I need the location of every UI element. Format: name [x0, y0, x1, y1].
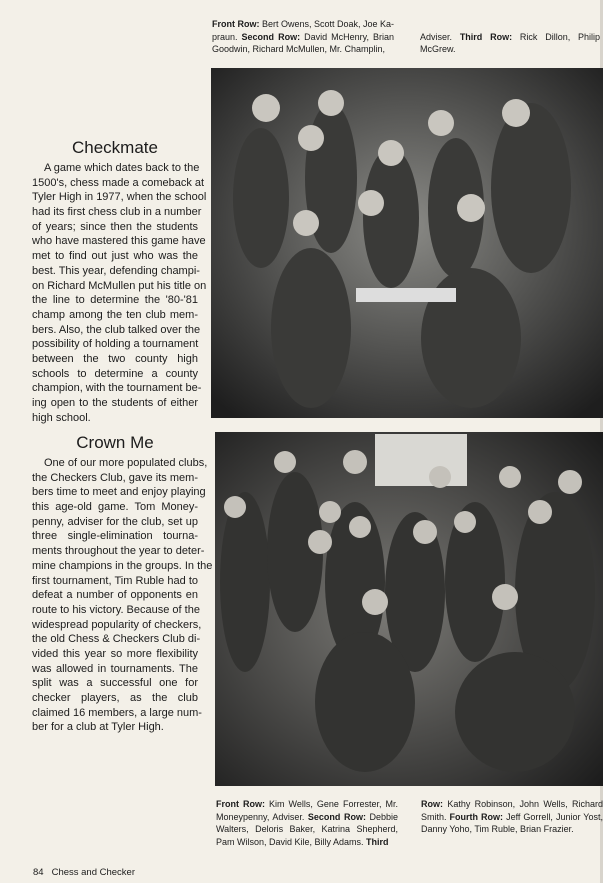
body-line: mine champions in the groups. In the: [32, 559, 213, 572]
caption-row-label: Second Row:: [241, 31, 301, 42]
body-line: the line to determine the '80-'81: [32, 294, 198, 307]
caption-names: Kathy Robinson, John Wells, Richard: [443, 799, 603, 809]
checkmate-article: [32, 138, 207, 425]
bottom-photo-caption-col1: [216, 798, 398, 848]
body-line: split was a successful one for: [32, 677, 198, 690]
body-line: high school.: [32, 411, 91, 424]
caption-row-label: Front Row:: [212, 19, 260, 29]
body-line: penny, adviser for the club, set up: [32, 515, 198, 528]
caption-row-label: Second Row:: [307, 811, 366, 822]
caption-line: [421, 823, 603, 836]
crown-me-body: [32, 456, 213, 735]
caption-names: Jeff Gorrell, Junior Yost,: [503, 811, 603, 822]
caption-line: [212, 18, 394, 31]
top-photo-caption-col1: [212, 18, 394, 56]
caption-row-label: Fourth Row:: [449, 811, 504, 822]
caption-names: Pam Wilson, David Kile, Billy Adams.: [216, 836, 367, 847]
body-line: this age-old game. Tom Money-: [32, 501, 198, 514]
caption-line: [212, 31, 394, 44]
body-line: on Richard McMullen put his title on: [32, 279, 207, 292]
body-line: best. This year, defending champi-: [32, 264, 200, 277]
body-line: ments throughout the year to deter-: [32, 545, 205, 558]
body-line: met to find out just who was the: [32, 250, 198, 263]
caption-line: [216, 811, 398, 824]
body-line: claimed 16 members, a large num-: [32, 706, 202, 719]
body-line: A game which dates back to the: [44, 162, 200, 174]
body-line: ber for a club at Tyler High.: [32, 721, 164, 734]
caption-names: Kim Wells, Gene Forrester, Mr.: [265, 799, 398, 809]
body-line: defeat a number of opponents en: [32, 589, 198, 602]
section-name: Chess and Checker: [51, 867, 136, 878]
caption-names: McGrew.: [420, 44, 456, 54]
checkmate-body: [32, 161, 207, 425]
chess-club-photo: [211, 68, 603, 418]
body-line: champion, with the tournament be-: [32, 382, 202, 395]
caption-names: praun.: [212, 31, 242, 42]
caption-row-label: Front Row:: [216, 799, 266, 809]
caption-names: Goodwin, Richard McMullen, Mr. Champlin,: [212, 44, 386, 54]
caption-line: [421, 798, 603, 811]
caption-line: [216, 798, 398, 811]
body-line: the Checkers Club, gave its mem-: [32, 471, 198, 484]
body-line: bers time to meet and enjoy playing: [32, 486, 206, 499]
body-line: schools to determine a county: [32, 367, 198, 380]
body-line: widespread popularity of checkers,: [32, 618, 202, 631]
body-line: the old Chess & Checkers Club di-: [32, 633, 201, 646]
caption-names: Moneypenny, Adviser.: [216, 811, 308, 822]
body-line: three single-elimination tourna-: [32, 530, 198, 543]
page-footer: [33, 867, 143, 878]
caption-names: Rick Dillon, Philip: [512, 31, 601, 42]
body-line: checker players, as the club: [32, 692, 198, 704]
body-line: One of our more populated clubs,: [44, 457, 208, 469]
checkmate-heading: Checkmate: [72, 138, 158, 157]
page-number: 84: [33, 867, 44, 878]
caption-names: Bert Owens, Scott Doak, Joe Ka-: [259, 19, 395, 29]
body-line: vided this year so more flexibility: [32, 647, 198, 660]
caption-names: Walters, Deloris Baker, Katrina Shepherd,: [216, 824, 398, 834]
caption-line: [216, 823, 398, 836]
body-line: first tournament, Tim Ruble had to: [32, 574, 198, 587]
checkers-club-photo: [215, 432, 603, 786]
caption-names: Danny Yoho, Tim Ruble, Brian Frazier.: [421, 824, 574, 834]
body-line: was allowed in tournaments. The: [32, 662, 198, 675]
body-line: had its first chess club in a number: [32, 206, 202, 219]
caption-line: [420, 43, 600, 56]
top-photo-caption-col2: [420, 31, 600, 56]
body-line: of years; since then the students: [32, 220, 198, 233]
caption-line: [216, 836, 398, 849]
body-line: ing open to the students of either: [32, 397, 198, 409]
caption-row-label: Third: [366, 836, 389, 847]
crown-me-article: [32, 433, 213, 735]
body-line: Tyler High in 1977, when the school: [32, 191, 207, 204]
bottom-photo-caption-col2: [421, 798, 603, 836]
caption-names: Smith.: [421, 811, 450, 822]
body-line: possibility of holding a tournament: [32, 338, 199, 351]
caption-row-label: Row:: [421, 799, 443, 809]
body-line: who have mastered this game have: [32, 235, 206, 248]
caption-names: Debbie: [365, 811, 398, 822]
caption-line: [421, 811, 603, 824]
body-line: champ among the ten club mem-: [32, 308, 198, 321]
body-line: bers. Also, the club talked over the: [32, 323, 201, 336]
crown-me-heading: Crown Me: [76, 433, 154, 452]
caption-line: [212, 43, 394, 56]
caption-names: Adviser.: [420, 31, 460, 42]
body-line: route to his victory. Because of the: [32, 603, 200, 616]
caption-row-label: Third Row:: [459, 31, 513, 42]
caption-names: David McHenry, Brian: [300, 31, 394, 42]
caption-line: [420, 31, 600, 44]
body-line: 1500's, chess made a comeback at: [32, 176, 205, 189]
body-line: between the two county high: [32, 352, 198, 365]
